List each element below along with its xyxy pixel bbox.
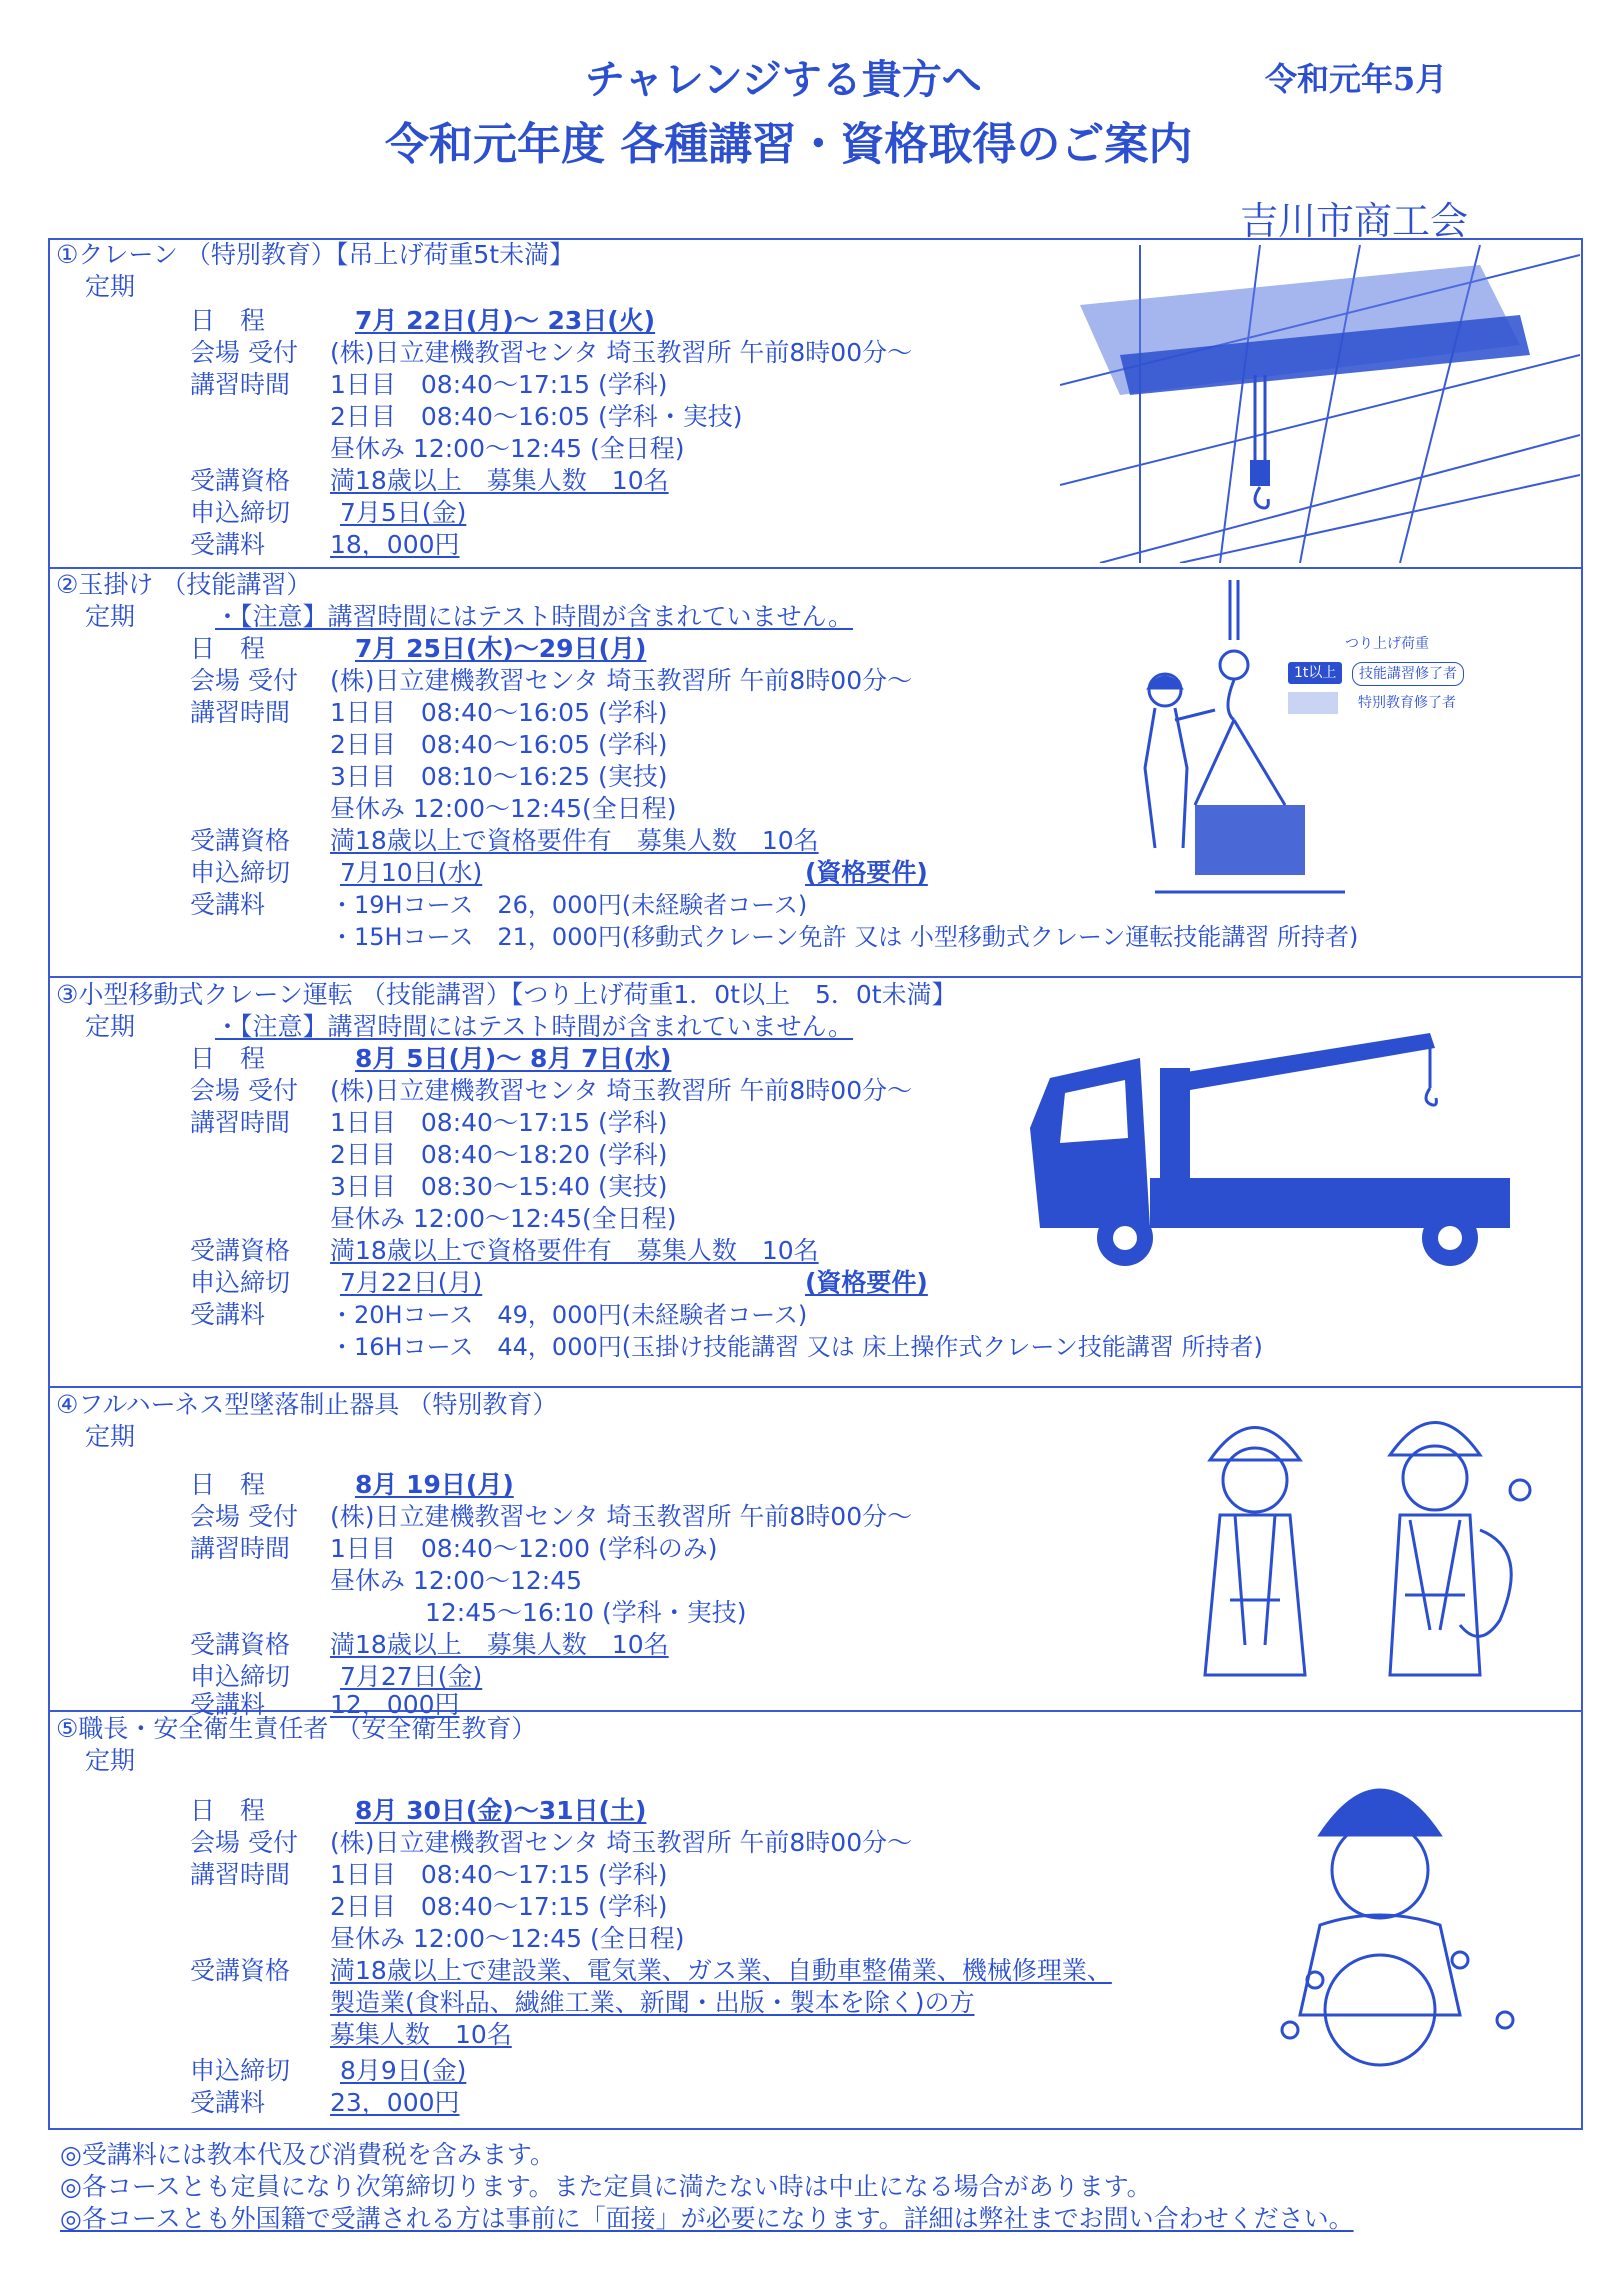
value-hours-lunch: 昼休み 12:00～12:45 (全日程)	[330, 434, 685, 463]
label-deadline: 申込締切	[190, 1268, 291, 1297]
value-hours-lunch: 昼休み 12:00～12:45(全日程)	[330, 794, 677, 823]
value-hours-day2: 2日目 08:40～17:15 (学科)	[330, 1892, 668, 1921]
table-row2-left	[1288, 692, 1338, 714]
course-heading: ⑤職長・安全衛生責任者 （安全衛生教育）	[56, 1714, 537, 1743]
value-deadline: 7月22日(月)	[340, 1268, 483, 1297]
label-eligibility: 受講資格	[190, 1236, 291, 1265]
foreman-illustration	[1260, 1760, 1560, 2070]
value-hours-day2: 2日目 08:40～16:05 (学科・実技)	[330, 402, 743, 431]
value-venue: (株)日立建機教習センタ 埼玉教習所 午前8時00分～	[330, 338, 913, 367]
slinging-worker-illustration	[1135, 580, 1395, 910]
label-eligibility: 受講資格	[190, 466, 291, 495]
teiki-label: 定期	[85, 272, 136, 301]
label-fee: 受講料	[190, 890, 266, 919]
course-heading: ④フルハーネス型墜落制止器具 （特別教育）	[56, 1390, 558, 1419]
label-venue: 会場 受付	[190, 1076, 298, 1105]
label-deadline: 申込締切	[190, 498, 291, 527]
label-schedule: 日 程	[190, 306, 266, 335]
value-venue: (株)日立建機教習センタ 埼玉教習所 午前8時00分～	[330, 1076, 913, 1105]
label-fee: 受講料	[190, 2088, 266, 2117]
value-schedule: 8月 30日(金)～31日(土)	[355, 1796, 647, 1825]
value-hours-day1: 1日目 08:40～12:00 (学科のみ)	[330, 1534, 718, 1563]
value-venue: (株)日立建機教習センタ 埼玉教習所 午前8時00分～	[330, 666, 913, 695]
value-schedule: 8月 5日(月)～ 8月 7日(水)	[355, 1044, 672, 1073]
issue-date: 令和元年5月	[1265, 60, 1448, 98]
value-hours-day2: 2日目 08:40～18:20 (学科)	[330, 1140, 668, 1169]
full-harness-workers-illustration	[1180, 1400, 1560, 1700]
value-hours-afternoon: 12:45～16:10 (学科・実技)	[425, 1598, 747, 1627]
label-schedule: 日 程	[190, 1044, 266, 1073]
label-fee: 受講料	[190, 530, 266, 559]
value-venue: (株)日立建機教習センタ 埼玉教習所 午前8時00分～	[330, 1828, 913, 1857]
label-schedule: 日 程	[190, 634, 266, 663]
value-schedule: 7月 25日(木)～29日(月)	[355, 634, 647, 663]
label-venue: 会場 受付	[190, 666, 298, 695]
value-deadline: 8月9日(金)	[340, 2056, 467, 2085]
label-deadline: 申込締切	[190, 858, 291, 887]
value-fee: 18，000円	[330, 530, 460, 559]
value-hours-day1: 1日目 08:40～16:05 (学科)	[330, 698, 668, 727]
value-deadline: 7月5日(金)	[340, 498, 467, 527]
section-divider	[48, 1710, 1583, 1712]
label-eligibility: 受講資格	[190, 1630, 291, 1659]
value-eligibility-2: 製造業(食料品、繊維工業、新聞・出版・製本を除く)の方	[330, 1988, 975, 2017]
label-hours: 講習時間	[190, 698, 291, 727]
value-deadline: 7月10日(水)	[340, 858, 483, 887]
teiki-label: 定期	[85, 1012, 136, 1041]
table-row2-right: 特別教育修了者	[1358, 695, 1456, 711]
footer-note-foreign: ◎各コースとも外国籍で受講される方は事前に「面接」が必要になります。詳細は弊社までお問い合わせください。	[60, 2204, 1354, 2233]
value-hours-day2: 2日目 08:40～16:05 (学科)	[330, 730, 668, 759]
course-heading: ①クレーン （特別教育）【吊上げ荷重5t未満】	[56, 240, 575, 269]
label-eligibility: 受講資格	[190, 826, 291, 855]
value-capacity: 募集人数 10名	[330, 2020, 512, 2049]
value-fee-16h: ・16Hコース 44，000円(玉掛け技能講習 又は 床上操作式クレーン技能講習 所持者)	[330, 1333, 1263, 1361]
table-title: つり上げ荷重	[1345, 636, 1429, 652]
value-hours-lunch: 昼休み 12:00～12:45 (全日程)	[330, 1924, 685, 1953]
label-schedule: 日 程	[190, 1470, 266, 1499]
label-venue: 会場 受付	[190, 338, 298, 367]
course-heading: ③小型移動式クレーン運転 （技能講習）【つり上げ荷重1．0t以上 5．0t未満】	[56, 980, 957, 1009]
value-hours-day1: 1日目 08:40～17:15 (学科)	[330, 370, 668, 399]
value-eligibility: 満18歳以上で建設業、電気業、ガス業、自動車整備業、機械修理業、	[330, 1956, 1112, 1985]
requirements-label: (資格要件)	[805, 1268, 928, 1297]
label-hours: 講習時間	[190, 370, 291, 399]
title-line-2: 令和元年度 各種講習・資格取得のご案内	[385, 119, 1193, 170]
organization-name: 吉川市商工会	[1240, 199, 1469, 243]
section-divider	[48, 1386, 1583, 1388]
footer-note-capacity: ◎各コースとも定員になり次第締切ります。また定員に満たない時は中止になる場合があります。	[60, 2172, 1152, 2201]
value-fee-19h: ・19Hコース 26，000円(未経験者コース)	[330, 891, 808, 919]
label-hours: 講習時間	[190, 1108, 291, 1137]
label-fee: 受講料	[190, 1690, 266, 1719]
value-hours-lunch: 昼休み 12:00～12:45	[330, 1566, 583, 1595]
section-divider	[48, 976, 1583, 978]
label-deadline: 申込締切	[190, 2056, 291, 2085]
crane-truck-illustration	[1010, 1028, 1530, 1288]
value-hours-day1: 1日目 08:40～17:15 (学科)	[330, 1860, 668, 1889]
value-fee: 12，000円	[330, 1690, 460, 1719]
footer-note-fee: ◎受講料には教本代及び消費税を含みます。	[60, 2140, 555, 2169]
course-note: ・【注意】講習時間にはテスト時間が含まれていません。	[215, 602, 854, 631]
value-deadline: 7月27日(金)	[340, 1662, 483, 1691]
table-row1-left: 1t以上	[1288, 662, 1342, 684]
value-fee: 23，000円	[330, 2088, 460, 2117]
value-hours-lunch: 昼休み 12:00～12:45(全日程)	[330, 1204, 677, 1233]
value-hours-day1: 1日目 08:40～17:15 (学科)	[330, 1108, 668, 1137]
course-heading: ②玉掛け （技能講習）	[56, 570, 312, 599]
overhead-crane-illustration	[1060, 245, 1580, 563]
requirements-label: (資格要件)	[805, 858, 928, 887]
title-line-1: チャレンジする貴方へ	[585, 56, 982, 103]
value-eligibility: 満18歳以上 募集人数 10名	[330, 1630, 669, 1659]
value-hours-day3: 3日目 08:30～15:40 (実技)	[330, 1172, 668, 1201]
value-hours-day3: 3日目 08:10～16:25 (実技)	[330, 762, 668, 791]
label-hours: 講習時間	[190, 1534, 291, 1563]
value-schedule: 7月 22日(月)～ 23日(火)	[355, 306, 656, 335]
label-schedule: 日 程	[190, 1796, 266, 1825]
label-fee: 受講料	[190, 1300, 266, 1329]
label-deadline: 申込締切	[190, 1662, 291, 1691]
value-eligibility: 満18歳以上で資格要件有 募集人数 10名	[330, 1236, 819, 1265]
table-row1-right: 技能講習修了者	[1352, 662, 1464, 686]
value-eligibility: 満18歳以上 募集人数 10名	[330, 466, 669, 495]
value-fee-20h: ・20Hコース 49，000円(未経験者コース)	[330, 1301, 808, 1329]
course-note: ・【注意】講習時間にはテスト時間が含まれていません。	[215, 1012, 854, 1041]
value-venue: (株)日立建機教習センタ 埼玉教習所 午前8時00分～	[330, 1502, 913, 1531]
teiki-label: 定期	[85, 602, 136, 631]
label-eligibility: 受講資格	[190, 1956, 291, 1985]
section-divider	[48, 567, 1583, 569]
teiki-label: 定期	[85, 1422, 136, 1451]
label-venue: 会場 受付	[190, 1502, 298, 1531]
label-hours: 講習時間	[190, 1860, 291, 1889]
teiki-label: 定期	[85, 1746, 136, 1775]
label-venue: 会場 受付	[190, 1828, 298, 1857]
value-eligibility: 満18歳以上で資格要件有 募集人数 10名	[330, 826, 819, 855]
value-fee-15h: ・15Hコース 21，000円(移動式クレーン免許 又は 小型移動式クレーン運転技能講習 所持者)	[330, 923, 1359, 951]
value-schedule: 8月 19日(月)	[355, 1470, 514, 1499]
